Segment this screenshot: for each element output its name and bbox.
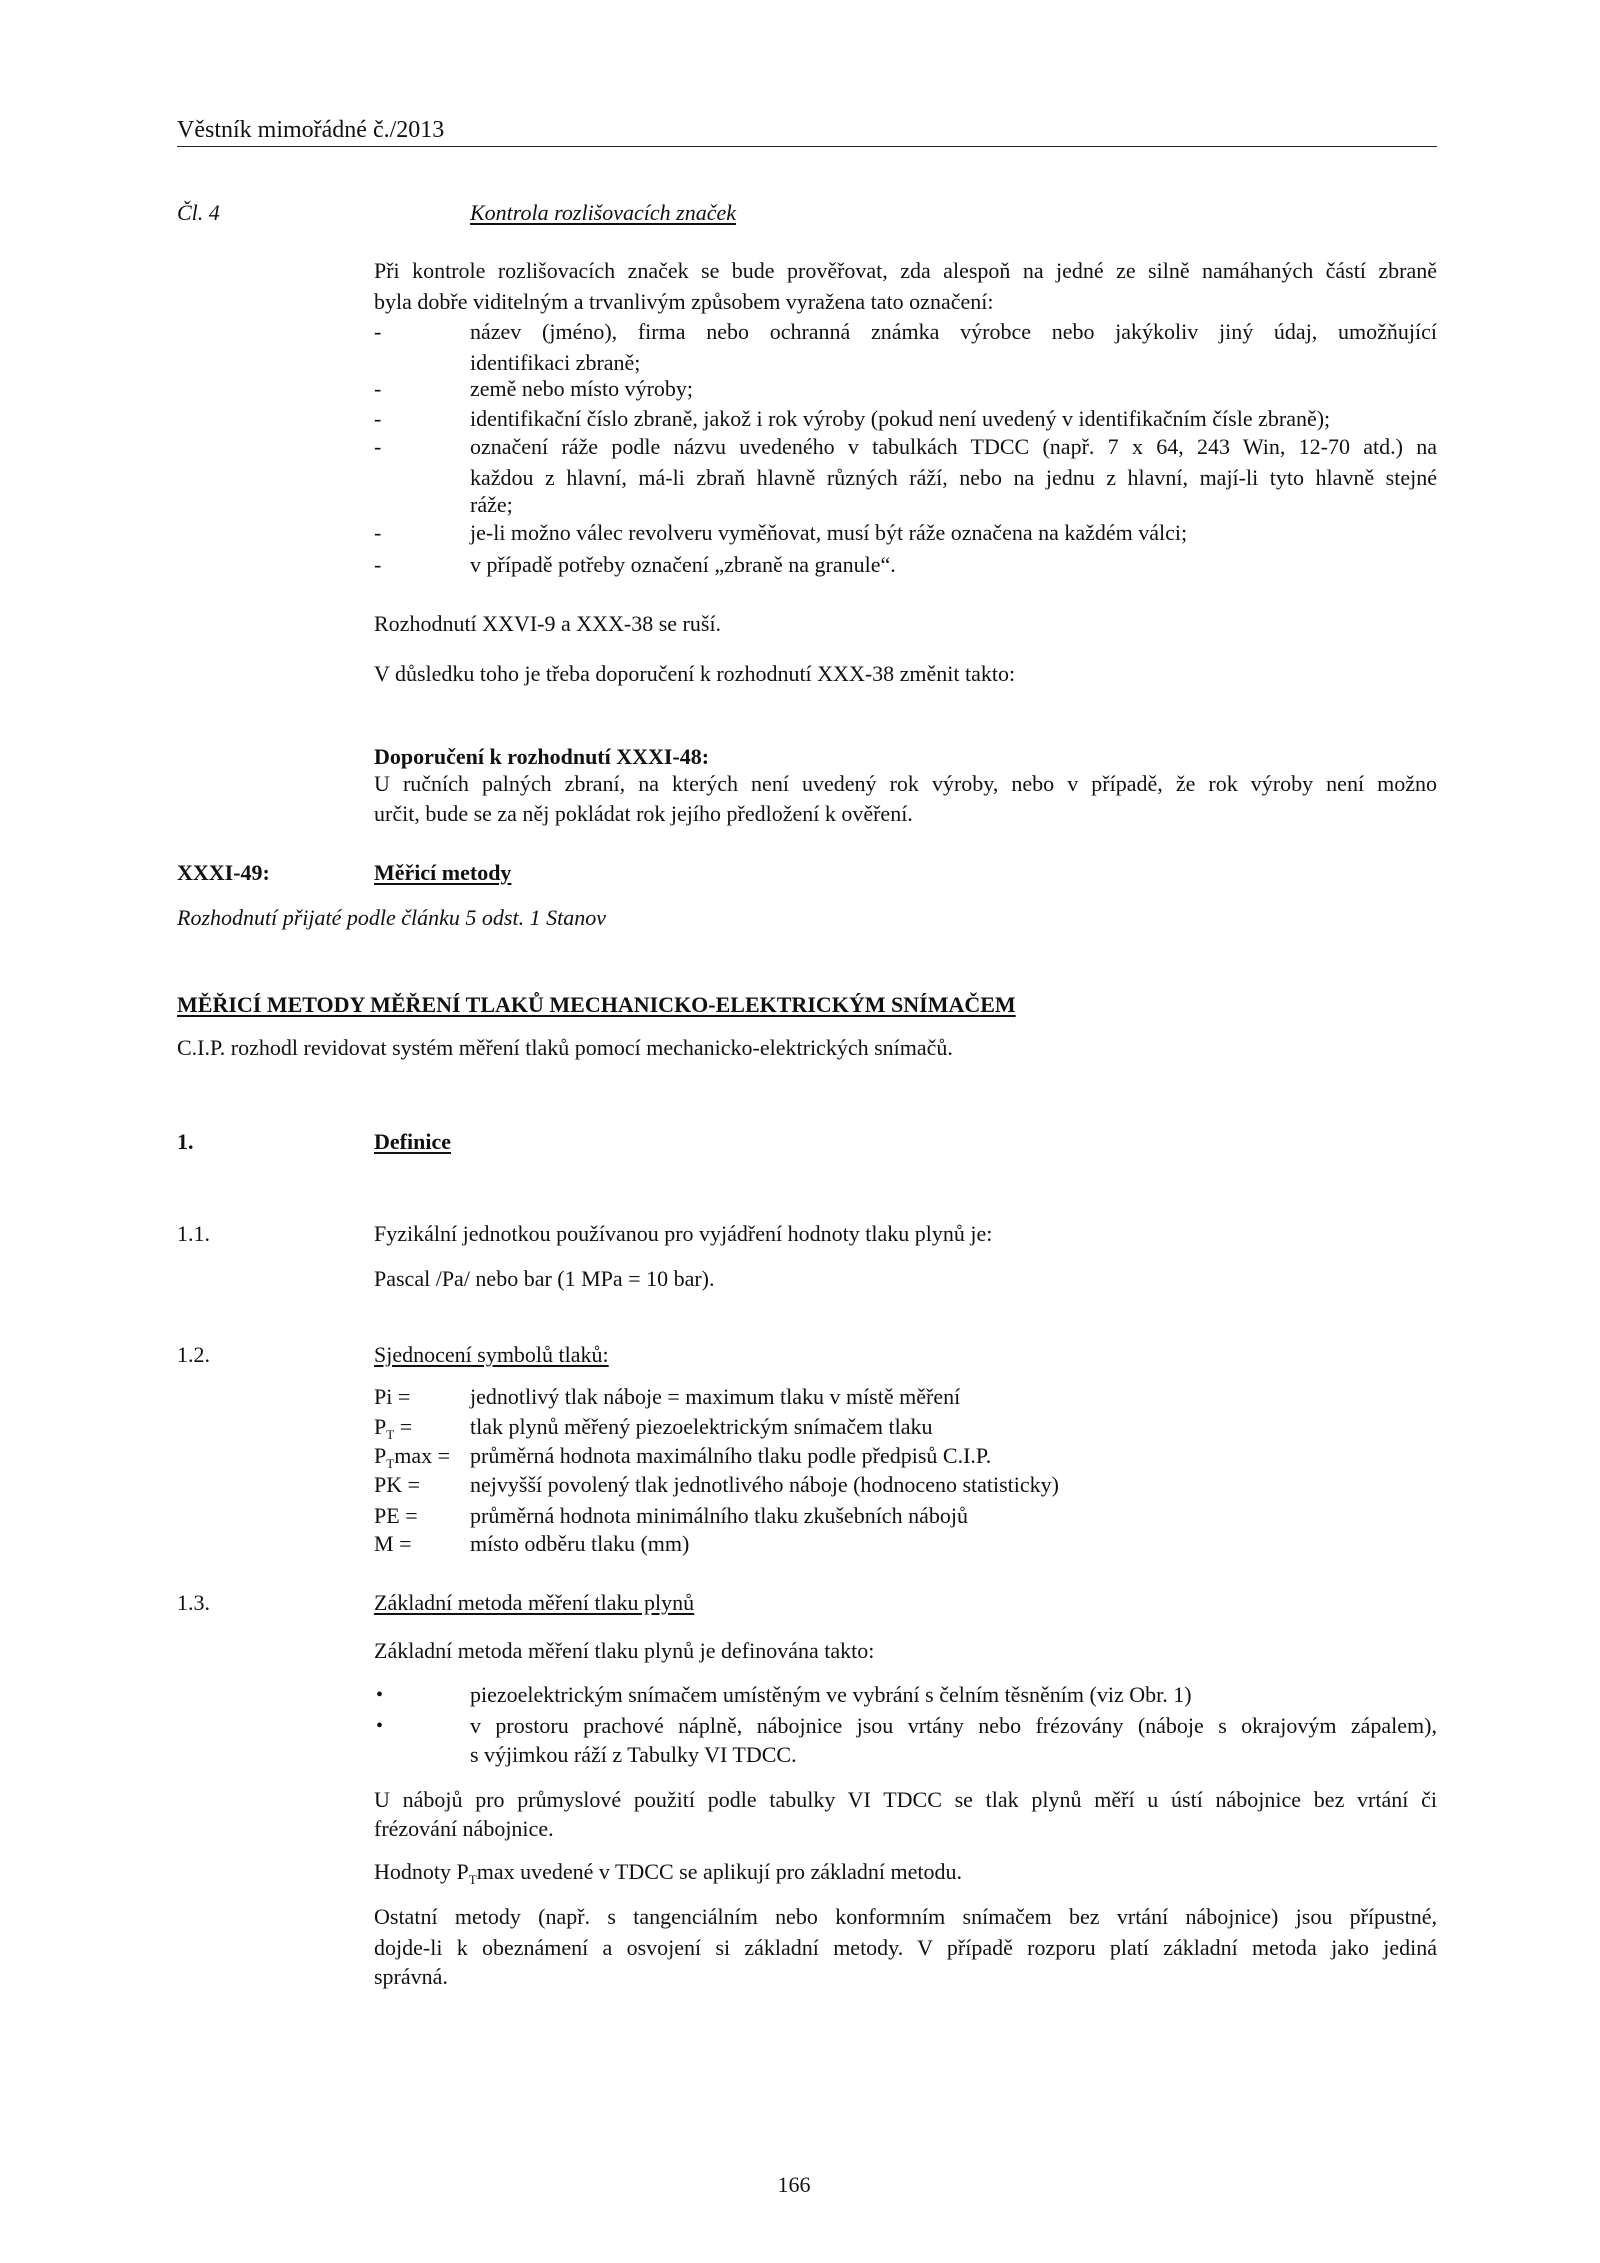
list-marker: - <box>374 434 382 459</box>
section-title: Definice <box>374 1129 451 1154</box>
list-marker: - <box>374 520 382 545</box>
section-number: 1.3. <box>177 1590 210 1615</box>
article-label: Čl. 4 <box>177 200 220 225</box>
symbol-label: Pi = <box>374 1384 411 1409</box>
bullet-icon: • <box>376 1715 384 1737</box>
list-marker: - <box>374 319 382 344</box>
list-item: země nebo místo výroby; <box>470 376 694 401</box>
section-number: 1.2. <box>177 1342 210 1367</box>
list-item: v případě potřeby označení „zbraně na granule“. <box>470 552 896 577</box>
section-title: Sjednocení symbolů tlaků: <box>374 1342 609 1367</box>
symbol-label: $P_T\max$ = <box>374 1443 450 1471</box>
recommendation-line: U ručních palných zbraní, na kterých není uvedený rok výroby, nebo v případě, že rok výroby není možno <box>374 771 1437 796</box>
consequence-text: V důsledku toho je třeba doporučení k rozhodnutí XXX-38 změnit takto: <box>374 661 1016 686</box>
symbol-desc: místo odběru tlaku (mm) <box>470 1531 690 1556</box>
symbol-label: M = <box>374 1531 412 1556</box>
bullet-item: v prostoru prachové náplně, nábojnice jsou vrtány nebo frézovány (náboje s okrajovým zápalem), <box>470 1713 1437 1738</box>
method-intro: Základní metoda měření tlaku plynů je definována takto: <box>374 1638 875 1663</box>
symbol-desc: průměrná hodnota maximálního tlaku podle předpisů C.I.P. <box>470 1443 992 1468</box>
intro-line: Při kontrole rozlišovacích značek se bude prověřovat, zda alespoň na jedné ze silně namáhaných částí zbraně <box>374 258 1437 283</box>
recommendation-title: Doporučení k rozhodnutí XXXI-48: <box>374 744 710 769</box>
symbol-label: PK = <box>374 1472 421 1497</box>
industrial-text: U nábojů pro průmyslové použití podle tabulky VI TDCC se tlak plynů měří u ústí nábojnice bez vrtání či <box>374 1787 1437 1812</box>
main-heading: MĚŘICÍ METODY MĚŘENÍ TLAKŮ MECHANICKO-ELEKTRICKÝM SNÍMAČEM <box>177 992 1016 1017</box>
symbol-label: $P_T$ = <box>374 1414 413 1442</box>
list-item: ráže; <box>470 492 513 517</box>
symbol-desc: nejvyšší povolený tlak jednotlivého náboje (hodnoceno statisticky) <box>470 1472 1059 1497</box>
intro-line: byla dobře viditelným a trvanlivým způsobem vyražena tato označení: <box>374 289 994 314</box>
symbol-label: PE = <box>374 1503 418 1528</box>
other-methods-text: dojde-li k obeznámení a osvojení si základní metody. V případě rozporu platí základní metoda jako jediná <box>374 1935 1437 1960</box>
list-item: název (jméno), firma nebo ochranná známka výrobce nebo jakýkoliv jiný údaj, umožňující <box>470 319 1437 344</box>
bullet-icon: • <box>376 1684 384 1706</box>
industrial-text: frézování nábojnice. <box>374 1816 554 1841</box>
list-item: každou z hlavní, má-li zbraň hlavně různých ráží, nebo na jednu z hlavní, mají-li tyto hlavně stejné <box>470 465 1437 490</box>
list-marker: - <box>374 406 382 431</box>
list-item: identifikaci zbraně; <box>470 350 641 375</box>
symbol-desc: průměrná hodnota minimálního tlaku zkušebních nábojů <box>470 1503 968 1528</box>
list-item: identifikační číslo zbraně, jakož i rok výroby (pokud není uvedený v identifikačním čísle zbraně); <box>470 406 1331 431</box>
decision-title: Měřicí metody <box>374 860 512 885</box>
list-marker: - <box>374 552 382 577</box>
main-intro: C.I.P. rozhodl revidovat systém měření tlaků pomocí mechanicko-elektrických snímačů. <box>177 1035 953 1060</box>
symbol-desc: tlak plynů měřený piezoelektrickým snímačem tlaku <box>470 1414 933 1439</box>
decision-subtitle: Rozhodnutí přijaté podle článku 5 odst. 1 Stanov <box>177 905 606 930</box>
decision-number: XXXI-49: <box>177 860 270 885</box>
section-title: Základní metoda měření tlaku plynů <box>374 1590 695 1615</box>
other-methods-text: správná. <box>374 1964 448 1989</box>
section-number: 1. <box>177 1129 194 1154</box>
unit-text: Pascal /Pa/ nebo bar (1 MPa = 10 bar). <box>374 1266 715 1291</box>
bullet-item: piezoelektrickým snímačem umístěným ve vybrání s čelním těsněním (viz Obr. 1) <box>470 1682 1192 1707</box>
section-number: 1.1. <box>177 1221 210 1246</box>
journal-header: Věstník mimořádné č./2013 <box>177 117 445 143</box>
repeal-text: Rozhodnutí XXVI-9 a XXX-38 se ruší. <box>374 611 722 636</box>
header-rule <box>177 146 1437 147</box>
list-item: označení ráže podle názvu uvedeného v tabulkách TDCC (např. 7 x 64, 243 Win, 12-70 atd.) na <box>470 434 1437 459</box>
recommendation-line: určit, bude se za něj pokládat rok jejího předložení k ověření. <box>374 801 913 826</box>
bullet-item: s výjimkou ráží z Tabulky VI TDCC. <box>470 1742 797 1767</box>
unit-text: Fyzikální jednotkou používanou pro vyjádření hodnoty tlaku plynů je: <box>374 1221 993 1246</box>
symbol-desc: jednotlivý tlak náboje = maximum tlaku v místě měření <box>470 1384 961 1409</box>
article-title: Kontrola rozlišovacích značek <box>470 200 736 225</box>
values-text: Hodnoty $P_T\max$ uvedené v TDCC se aplikují pro základní metodu. <box>374 1859 963 1887</box>
list-marker: - <box>374 376 382 401</box>
other-methods-text: Ostatní metody (např. s tangenciálním nebo konformním snímačem bez vrtání nábojnice) jsou přípustné, <box>374 1904 1437 1929</box>
page-number: 166 <box>777 2172 811 2197</box>
list-item: je-li možno válec revolveru vyměňovat, musí být ráže označena na každém válci; <box>470 520 1188 545</box>
